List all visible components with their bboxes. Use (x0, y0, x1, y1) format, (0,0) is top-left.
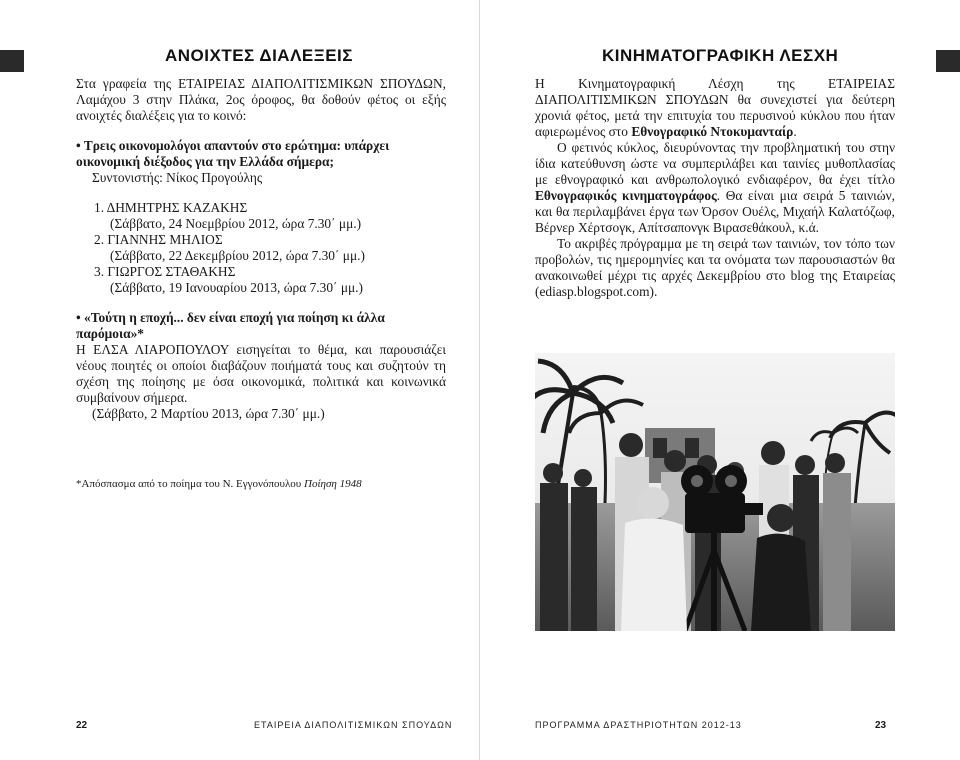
p2-bold: Εθνογραφικός κινηματογράφος (535, 188, 717, 203)
p1-bold: Εθνογραφικό Ντοκυμανταίρ (631, 124, 794, 139)
right-column (535, 76, 895, 300)
lecture-item (94, 264, 446, 296)
p1-text: Η Κινηματογραφική Λέσχη της ΕΤΑΙΡΕΙΑΣ ΔΙΑΠΟΛΙΤΙΣΜΙΚΩΝ ΣΠΟΥΔΩΝ θα συνεχιστεί για δεύτερη χρονιά φέτος, μετά την επιτυχία του περυσινού κύκλου που ήταν αφιερωμένος στο (535, 76, 895, 139)
footer-left: ΕΤΑΙΡΕΙΑ ΔΙΑΠΟΛΙΤΙΣΜΙΚΩΝ ΣΠΟΥΔΩΝ (254, 720, 453, 730)
bullet-poetry-title: • «Τούτη η εποχή... δεν είναι εποχή για ποίηση κι άλλα παρόμοια»* (76, 310, 385, 341)
footer-right: ΠΡΟΓΡΑΜΜΑ ΔΡΑΣΤΗΡΙΟΤΗΤΩΝ 2012-13 (535, 720, 742, 730)
cineclub-paragraph-2 (535, 140, 895, 236)
page-number-left: 22 (76, 720, 88, 731)
p2-end: . Θα είναι μια σειρά 5 ταινιών, και θα περιλαμβάνει έργα των Όρσον Ουέλς, Μιχαήλ Καλατόζωφ, Βέρνερ Χέρτσογκ, Απίτσαπονγκ Βιρασεθάκουλ, κ.ά. (535, 188, 895, 235)
p2-text: Ο φετινός κύκλος, διευρύνοντας την προβληματική του στην ίδια κατεύθυνση ώστε να συμπεριλάβει και ταινίες μυθοπλασίας με εθνογραφικό και ανθρωπολογικό ενδιαφέρον, θα έχει τίτλο (535, 140, 895, 187)
lecture-date: (Σάββατο, 22 Δεκεμβρίου 2012, ώρα 7.30΄ μμ.) (110, 248, 365, 263)
lecturer-name: 2. ΓΙΑΝΝΗΣ ΜΗΛΙΟΣ (94, 232, 223, 247)
cineclub-paragraph-3: Το ακριβές πρόγραμμα με τη σειρά των ταινιών, τον τόπο των προβολών, τις ημερομηνίες και τα ονόματα των παρουσιαστών θα ανακοινωθεί μέχρι τις αρχές Δεκεμβρίου στο blog της Εταιρείας (ediasp.blogspot.com). (535, 236, 895, 299)
bullet-economists-title: • Τρεις οικονομολόγοι απαντούν στο ερώτημα: υπάρχει οικονομική διέξοδος για την Ελλάδα σήμερα; (76, 138, 390, 169)
lecturer-name: 3. ΓΙΩΡΓΟΣ ΣΤΑΘΑΚΗΣ (94, 264, 236, 279)
lecture-list (76, 200, 446, 296)
footnote-poem-title: Ποίηση 1948 (304, 478, 362, 490)
footnote-text: *Απόσπασμα από το ποίημα του Ν. Εγγονόπουλου (76, 478, 305, 490)
intro-paragraph: Στα γραφεία της ΕΤΑΙΡΕΙΑΣ ΔΙΑΠΟΛΙΤΙΣΜΙΚΩΝ ΣΠΟΥΔΩΝ, Λαμάχου 3 στην Πλάκα, 2ος όροφος, θα δοθούν φέτος οι εξής ανοιχτές διαλέξεις για το κοινό: (76, 76, 446, 123)
cineclub-paragraph-1 (535, 76, 895, 140)
page-heading: ΑΝΟΙΧΤΕΣ ΔΙΑΛΕΞΕΙΣ (165, 46, 353, 65)
coordinator-line: Συντονιστής: Νίκος Προγούλης (92, 170, 263, 185)
page-number-right: 23 (875, 720, 887, 731)
page-heading: ΚΙΝΗΜΑΤΟΓΡΑΦΙΚΗ ΛΕΣΧΗ (602, 46, 839, 65)
lecture-date: (Σάββατο, 24 Νοεμβρίου 2012, ώρα 7.30΄ μμ.) (110, 216, 362, 231)
poetry-date: (Σάββατο, 2 Μαρτίου 2013, ώρα 7.30΄ μμ.) (92, 406, 325, 421)
film-crew-photograph (535, 353, 895, 631)
footnote (76, 478, 362, 490)
lecture-item (94, 200, 446, 232)
poetry-paragraph: Η ΕΛΣΑ ΛΙΑΡΟΠΟΥΛΟΥ εισηγείται το θέμα, και παρουσιάζει νέους ποιητές οι οποίοι διαβάζουν ποιήματά τους και συζητούν τη σχέση της ποίησης με όσα οικονομικά, πολιτικά και κοινωνικά συμβαίνουν σήμερα. (76, 342, 446, 405)
lecture-item (94, 232, 446, 264)
p1-end: . (793, 124, 797, 139)
lecturer-name: 1. ΔΗΜΗΤΡΗΣ ΚΑΖΑΚΗΣ (94, 200, 248, 215)
left-column (76, 76, 446, 422)
lecture-date: (Σάββατο, 19 Ιανουαρίου 2013, ώρα 7.30΄ μμ.) (110, 280, 363, 295)
